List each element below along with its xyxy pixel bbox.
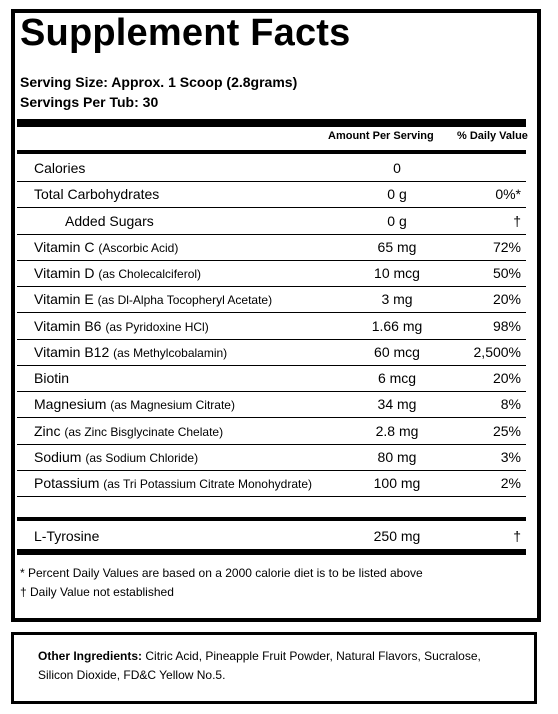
nutrient-name [34,423,223,439]
nutrient-name [34,475,312,491]
nutrient-dv: 20% [492,370,521,386]
nutrient-name-main: Vitamin B12 [34,343,110,360]
nutrient-name [34,291,272,307]
servings-per-tub-value: 30 [142,94,159,110]
nutrient-source: (as Zinc Bisglycinate Chelate) [64,424,224,439]
servings-per-tub [20,94,158,110]
dv-column-header: % Daily Value [457,130,528,142]
nutrient-name-main: Sodium [34,448,82,465]
servings-per-tub-label: Servings Per Tub: [20,94,139,110]
nutrient-name [34,318,209,334]
table-row [17,314,526,340]
nutrient-name [34,265,201,281]
nutrient-source: (Ascorbic Acid) [98,240,179,255]
nutrient-name-main: Vitamin B6 [34,317,102,334]
nutrient-name-main: Potassium [34,475,100,491]
nutrient-source: (as Methylcobalamin) [113,345,228,360]
nutrient-amount: 6 mcg [377,370,417,386]
nutrient-dv: 50% [492,265,521,281]
nutrient-source: (as Cholecalciferol) [98,267,202,281]
nutrient-name [34,239,178,255]
nutrient-name-main: Total Carbohydrates [34,186,160,203]
serving-size [20,74,297,90]
nutrient-amount: 100 mg [373,475,421,491]
thick-rule-header [17,150,526,154]
nutrient-name-main: Vitamin D [34,265,95,281]
footnote-percent-dv: * Percent Daily Values are based on a 2000 calorie diet is to be listed above [20,566,423,580]
nutrient-name-main: Magnesium [34,396,107,413]
nutrient-source: (as Magnesium Citrate) [110,398,235,413]
nutrient-amount: 10 mcg [374,265,420,281]
nutrient-source: (as Sodium Chloride) [85,450,199,465]
nutrient-name-main: Added Sugars [65,212,154,229]
nutrient-name [34,449,198,465]
nutrient-dv: 98% [492,317,521,334]
amount-column-header: Amount Per Serving [328,130,434,142]
table-row [17,340,526,366]
other-ingredients-label: Other Ingredients: [38,649,143,663]
nutrient-amount: 34 mg [377,396,417,413]
nutrient-dv: 25% [492,422,521,439]
nutrient-dv: 0%* [495,186,521,203]
nutrient-name [34,160,85,176]
nutrient-name-main: Biotin [34,370,70,386]
nutrient-name [34,370,69,386]
nutrient-name [34,396,235,412]
table-row [17,287,526,313]
nutrient-dv: † [513,212,521,229]
table-row [17,445,526,471]
other-ingredients-list: Citric Acid, Pineapple Fruit Powder, Natural Flavors, Sucralose, Silicon Dioxide, FD&C Yellow No.5. [38,649,481,682]
footnote-dv-not-established: † Daily Value not established [20,585,174,599]
nutrient-source: (as Tri Potassium Citrate Monohydrate) [103,477,312,491]
nutrient-dv: 72% [492,238,521,255]
nutrient-name: L-Tyrosine [34,528,100,544]
table-row [17,156,526,182]
nutrient-source: (as Pyridoxine HCl) [105,319,209,334]
other-ingredients-box [11,632,537,704]
nutrient-dv: 20% [492,291,521,308]
nutrient-dv: 8% [500,396,521,413]
panel-title: Supplement Facts [20,12,351,54]
table-row [17,209,526,235]
table-row [17,471,526,497]
nutrient-amount: 0 g [387,212,407,229]
nutrient-dv: † [513,528,521,544]
nutrient-name-main: Zinc [34,422,61,439]
nutrient-name-main: Vitamin C [34,238,95,255]
serving-size-label: Serving Size: [20,74,108,90]
thick-rule-top [17,119,526,127]
nutrient-amount: 3 mg [381,291,413,308]
table-row [17,419,526,445]
nutrient-dv: 2,500% [473,343,521,360]
other-ingredients-text [38,647,518,685]
nutrient-name-main: Vitamin E [34,291,94,308]
nutrient-source: (as Dl-Alpha Tocopheryl Acetate) [97,293,273,308]
nutrient-amount: 65 mg [377,238,417,255]
table-row [17,182,526,208]
table-row [17,235,526,261]
serving-size-value: Approx. 1 Scoop (2.8grams) [111,74,298,90]
nutrient-name [65,213,154,229]
nutrient-name [34,186,159,202]
nutrient-amount: 0 g [387,186,407,203]
nutrient-name-main: Calories [34,160,86,176]
table-row [17,261,526,287]
nutrient-dv: 2% [500,475,521,491]
thick-rule-bottom [17,549,526,555]
nutrient-dv: 3% [500,448,521,465]
nutrient-amount: 0 [393,160,401,176]
table-row [17,392,526,418]
nutrient-amount: 1.66 mg [371,317,423,334]
table-row [17,366,526,392]
nutrient-amount: 250 mg [373,528,421,544]
nutrient-amount: 80 mg [377,448,417,465]
nutrient-amount: 2.8 mg [375,422,419,439]
thick-rule-blend [17,517,526,521]
nutrient-name [34,344,227,360]
table-row-l-tyrosine [17,524,526,550]
nutrient-amount: 60 mcg [374,343,420,360]
